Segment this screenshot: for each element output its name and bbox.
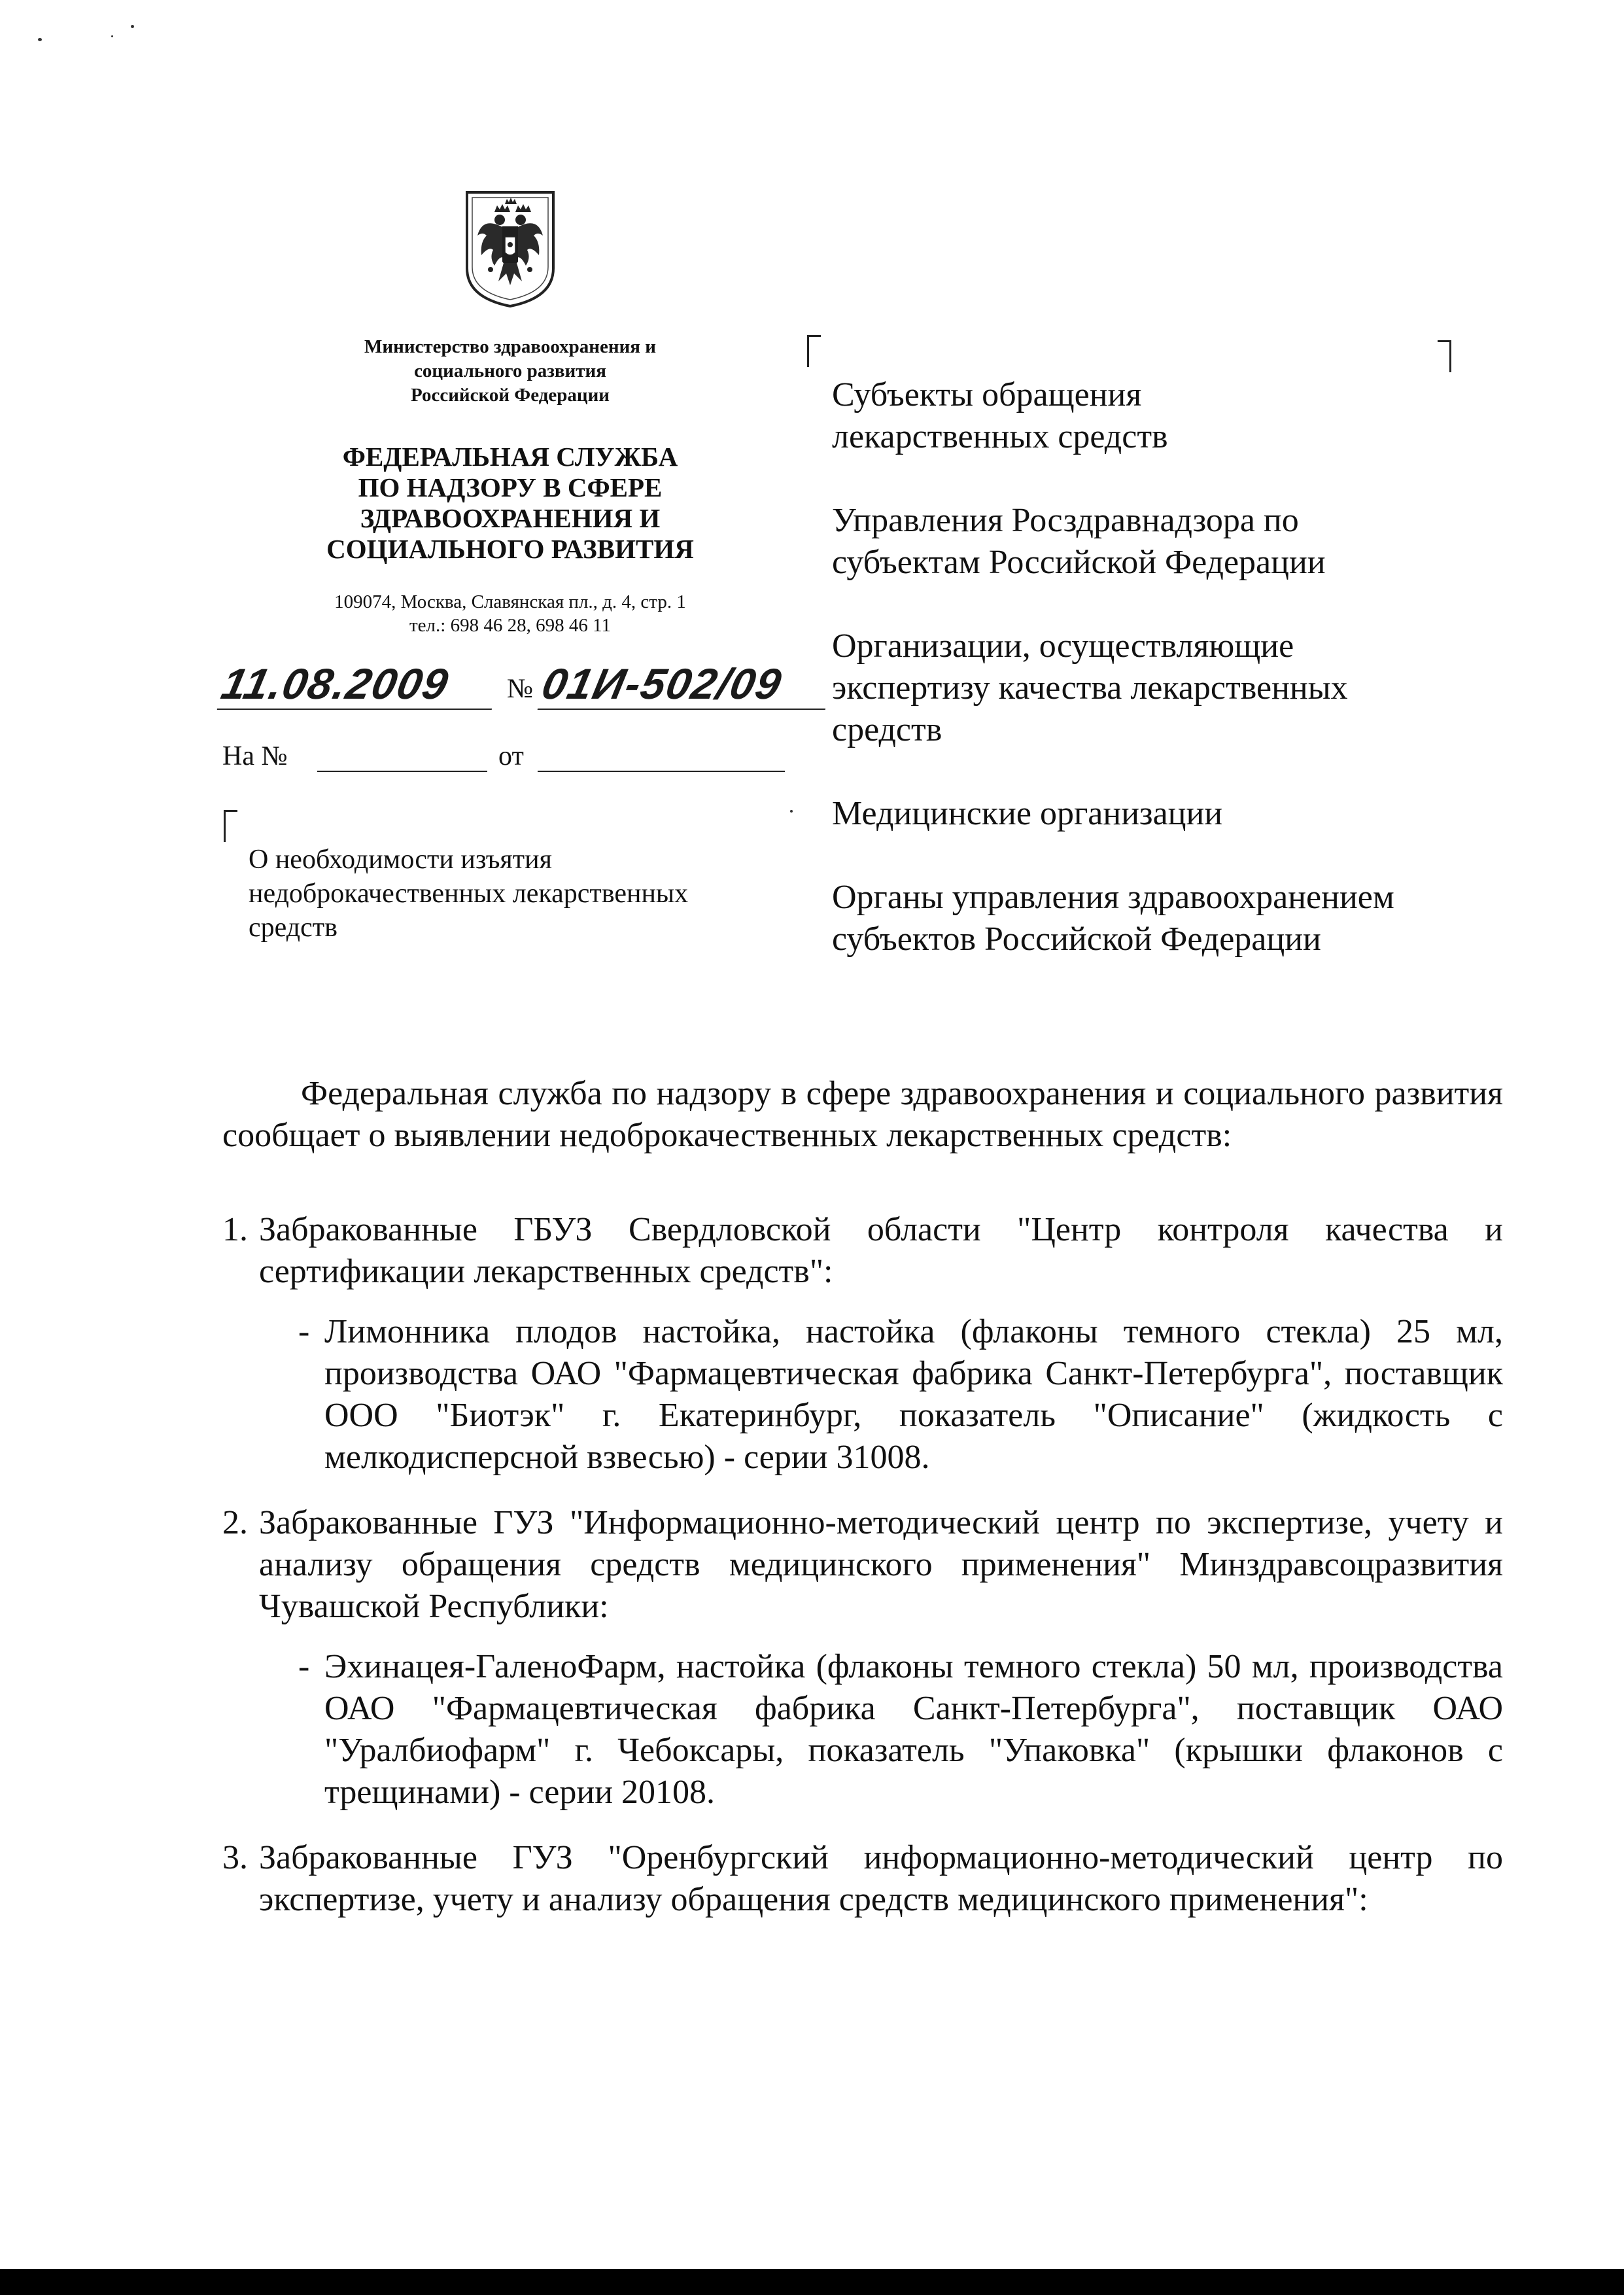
ministry-line: Российской Федерации xyxy=(410,385,610,406)
service-line: ФЕДЕРАЛЬНАЯ СЛУЖБА xyxy=(342,442,678,472)
addressee-line: Субъекты обращения xyxy=(832,376,1142,413)
service-address xyxy=(262,590,759,637)
addressee-line: субъектов Российской Федерации xyxy=(832,920,1321,958)
item-text: Забракованные ГУЗ "Информационно-методический центр по экспертизе, учету и анализу обращения средств медицинского применения" Минздравсоцразвития Чувашской Республики: xyxy=(259,1504,1503,1625)
subject-line: недоброкачественных лекарственных xyxy=(249,879,689,909)
addressee xyxy=(832,374,1486,458)
scan-edge-band xyxy=(0,2269,1624,2295)
addressee-line: средств xyxy=(832,711,942,748)
subject-bracket-left xyxy=(224,810,237,842)
addressee-line: Медицинские организации xyxy=(832,795,1223,832)
subject-line: О необходимости изъятия xyxy=(249,845,552,875)
scan-speck xyxy=(38,38,42,41)
ministry-line: Министерство здравоохранения и xyxy=(364,336,656,357)
item-text: Забракованные ГУЗ "Оренбургский информационно-методический центр по экспертизе, учету и анализу обращения средств медицинского применения": xyxy=(259,1839,1503,1918)
item-number: 2. xyxy=(222,1504,248,1541)
addressee-line: Организации, осуществляющие xyxy=(832,627,1294,665)
addressee xyxy=(832,500,1486,584)
addressee-bracket-left xyxy=(807,335,821,367)
document-subject xyxy=(249,843,798,945)
reply-date-label: от xyxy=(498,741,524,771)
sub-item xyxy=(222,1646,1503,1813)
list-item xyxy=(222,1209,1503,1293)
scan-speck xyxy=(790,810,793,813)
service-name xyxy=(275,442,746,565)
list-item xyxy=(222,1502,1503,1628)
dash-marker: - xyxy=(298,1313,310,1350)
sub-item xyxy=(222,1311,1503,1479)
addressee-line: субъектам Российской Федерации xyxy=(832,544,1326,581)
letter-body xyxy=(222,1073,1503,1939)
addressee-line: экспертизу качества лекарственных xyxy=(832,669,1348,707)
service-line: ЗДРАВООХРАНЕНИЯ И xyxy=(360,503,661,533)
scan-speck xyxy=(111,35,113,37)
service-line: СОЦИАЛЬНОГО РАЗВИТИЯ xyxy=(326,534,694,564)
registration-row xyxy=(217,644,837,716)
addressee-line: Управления Росздравнадзора по xyxy=(832,502,1299,539)
coat-of-arms-icon xyxy=(463,190,557,309)
service-line: ПО НАДЗОРУ В СФЕРЕ xyxy=(358,472,663,502)
ministry-name xyxy=(275,335,746,408)
address-line: 109074, Москва, Славянская пл., д. 4, стр. 1 xyxy=(334,591,686,612)
reply-number-blank xyxy=(317,745,487,772)
item-number: 1. xyxy=(222,1211,248,1248)
addressee-list xyxy=(832,374,1486,1002)
document-number: 01И-502/09 xyxy=(538,659,837,710)
reply-date-blank xyxy=(538,745,785,772)
dash-marker: - xyxy=(298,1648,310,1685)
addressee xyxy=(832,793,1486,835)
addressee-line: Органы управления здравоохранением xyxy=(832,879,1394,916)
scan-speck xyxy=(131,25,134,28)
sub-item-text: Лимонника плодов настойка, настойка (флаконы темного стекла) 25 мл, производства ОАО "Фармацевтическая фабрика Санкт-Петербурга", поставщик ООО "Биотэк" г. Екатеринбург, показатель "Описание" (жидкость с мелкодисперсной взвесью) - серии 31008. xyxy=(324,1313,1503,1476)
address-line: тел.: 698 46 28, 698 46 11 xyxy=(409,615,611,636)
reply-reference-row xyxy=(222,738,785,777)
reply-number-label: На № xyxy=(222,741,288,771)
addressee-bracket-right xyxy=(1438,340,1451,372)
subject-line: средств xyxy=(249,913,337,943)
number-label: № xyxy=(507,674,534,704)
addressee xyxy=(832,625,1486,751)
addressee-line: лекарственных средств xyxy=(832,418,1168,455)
item-number: 3. xyxy=(222,1839,248,1876)
addressee xyxy=(832,877,1486,960)
sub-item-text: Эхинацея-ГаленоФарм, настойка (флаконы темного стекла) 50 мл, производства ОАО "Фармацевтическая фабрика Санкт-Петербурга", поставщик ОАО "Уралбиофарм" г. Чебоксары, показатель "Упаковка" (крышки флаконов с трещинами) - серии 20108. xyxy=(324,1648,1503,1811)
document-date: 11.08.2009 xyxy=(217,659,503,710)
item-text: Забракованные ГБУЗ Свердловской области "Центр контроля качества и сертификации лекарственных средств": xyxy=(259,1211,1503,1290)
intro-paragraph: Федеральная служба по надзору в сфере здравоохранения и социального развития сообщает о выявлении недоброкачественных лекарственных средств: xyxy=(222,1075,1503,1154)
list-item xyxy=(222,1837,1503,1921)
ministry-line: социального развития xyxy=(414,360,606,381)
